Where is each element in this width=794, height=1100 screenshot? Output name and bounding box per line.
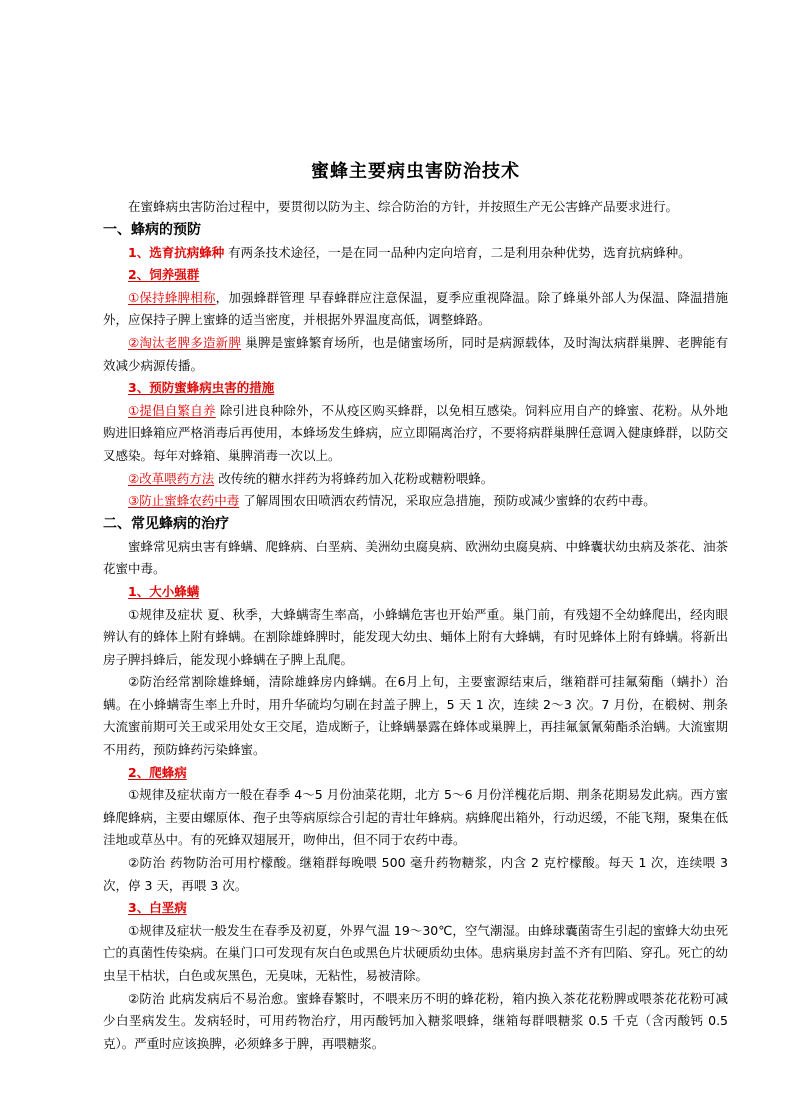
paragraph-pesticide	[103, 490, 728, 513]
section-heading-prevention: 一、蜂病的预防	[103, 221, 201, 238]
lead-phrase: ①提倡自繁自养	[128, 402, 216, 418]
paragraph-replace-comb	[103, 332, 728, 377]
paragraph-common-diseases: 蜜蜂常见病虫害有蜂螨、爬蜂病、白垩病、美洲幼虫腐臭病、欧洲幼虫腐臭病、中蜂囊状幼虫病及茶花、油茶花蜜中毒。	[103, 538, 729, 577]
paragraph-feeding-method	[103, 468, 728, 491]
subheading-measures	[103, 377, 728, 400]
paragraph-text: 改传统的糖水拌药为将蜂药加入花粉或糖粉喂蜂。	[214, 470, 494, 486]
subheading-crawling-disease	[103, 762, 728, 785]
paragraph-text: 巢脾是蜜蜂繁育场所，也是储蜜场所，同时是病源载体，及时淘汰病群巢脾、老脾能有效减少病源传播。	[103, 334, 728, 373]
document-page	[103, 158, 728, 1055]
subheading-chalkbrood	[103, 897, 728, 920]
paragraph-text: 有两条技术途径，一是在同一品种内定向培育，二是利用杂种优势，选育抗病蜂种。	[224, 244, 691, 260]
subheading-text: 3、预防蜜蜂病虫害的措施	[128, 380, 275, 396]
lead-phrase: ①保持蜂脾相称	[128, 289, 216, 305]
paragraph-comb-balance	[103, 287, 728, 332]
paragraph-chalkbrood-control: ②防治 此病发病后不易治愈。蜜蜂春繁时，不喂来历不明的蜂花粉，箱内换入茶花花粉脾或喂茶花花粉可减少白垩病发生。发病轻时，可用药物治疗，用丙酸钙加入糖浆喂蜂，继箱每群喂糖浆 0.5 千克（含丙酸钙 0.5 克）。严重时应该换脾，必须蜂多于脾，再喂糖浆。	[103, 990, 728, 1051]
paragraph-chalkbrood-symptoms: ①规律及症状一般发生在春季及初夏，外界气温 19～30℃，空气潮湿。由蜂球囊菌寄生引起的蜜蜂大幼虫死亡的真菌性传染病。在巢门口可发现有灰白色或黑色片状硬质幼虫体。患病巢房封盖不齐有凹陷、穿孔。死亡的幼虫呈干枯状，白色或灰黑色，无臭味，无粘性，易被清除。	[103, 922, 729, 983]
paragraph-breed-resistant	[103, 242, 728, 265]
subheading-breed-resistant: 1、选育抗病蜂种	[128, 244, 225, 260]
subheading-text: 1、大小蜂螨	[128, 583, 200, 599]
paragraph-self-breeding	[103, 400, 728, 468]
paragraph-mites-symptoms: ①规律及症状 夏、秋季，大蜂螨寄生率高，小蜂螨危害也开始严重。巢门前，有残翅不全幼蜂爬出，经肉眼辨认有的蜂体上附有蜂螨。在割除雄蜂脾时，能发现大幼虫、蛹体上附有大蜂螨，有时见蜂体上附有蜂螨。将新出房子脾抖蜂后，能发现小蜂螨在子脾上乱爬。	[103, 606, 729, 667]
paragraph-text: 除引进良种除外，不从疫区购买蜂群，以免相互感染。饲料应用自产的蜂蜜、花粉。从外地购进旧蜂箱应严格消毒后再使用，本蜂场发生蜂病，应立即隔离治疗，不要将病群巢脾任意调入健康蜂群，以防交叉感染。每年对蜂箱、巢脾消毒一次以上。	[103, 402, 729, 463]
intro-paragraph: 在蜜蜂病虫害防治过程中，要贯彻以防为主、综合防治的方针，并按照生产无公害蜂产品要求进行。	[128, 199, 679, 214]
lead-phrase: ②改革喂药方法	[128, 470, 215, 486]
paragraph-mites-control: ②防治经常割除雄蜂蛹，清除雄蜂房内蜂螨。在6月上旬，主要蜜源结束后，继箱群可挂氟菊酯（螨扑）治螨。在小蜂螨寄生率上升时，用升华硫均匀刷在封盖子脾上，5 天 1 次，连续 2～3 次。7 月份，在椴树、荆条大流蜜前期可关王或采用处女王交尾，造成断子，让蜂螨暴露在蜂体或巢脾上，再挂氟氯氰菊酯杀治螨。大流蜜期不用药，预防蜂药污染蜂蜜。	[103, 674, 729, 758]
paragraph-text: 了解周围农田喷洒农药情况，采取应急措施，预防或减少蜜蜂的农药中毒。	[239, 493, 656, 509]
subheading-text: 2、饲养强群	[128, 267, 200, 283]
lead-phrase: ③防止蜜蜂农药中毒	[128, 493, 240, 509]
subheading-mites	[103, 581, 728, 604]
subheading-text: 2、爬蜂病	[128, 764, 187, 780]
section-heading-treatment: 二、常见蜂病的治疗	[103, 515, 229, 532]
paragraph-crawling-control: ②防治 药物防治可用柠檬酸。继箱群每晚喂 500 毫升药物糖浆，内含 2 克柠檬酸。每天 1 次，连续喂 3 次，停 3 天，再喂 3 次。	[103, 855, 728, 893]
paragraph-crawling-symptoms: ①规律及症状南方一般在春季 4～5 月份油菜花期，北方 5～6 月份洋槐花后期、荆条花期易发此病。西方蜜蜂爬蜂病，主要由螺原体、孢子虫等病原综合引起的青壮年蜂病。病蜂爬出箱外，行动迟缓，不能飞翔，聚集在低洼地或草丛中。有的死蜂双翅展开，吻伸出，但不同于农药中毒。	[103, 787, 729, 848]
paragraph-text: ，加强蜂群管理 早春蜂群应注意保温，夏季应重视降温。除了蜂巢外部人为保温、降温措施外，应保持子脾上蜜蜂的适当密度，并根据外界温度高低，调整蜂路。	[103, 289, 728, 328]
lead-phrase: ②淘汰老脾多造新脾	[128, 334, 242, 350]
subheading-strong-colony	[103, 264, 728, 287]
page-title: 蜜蜂主要病虫害防治技术	[311, 161, 520, 182]
subheading-text: 3、白垩病	[128, 900, 187, 916]
